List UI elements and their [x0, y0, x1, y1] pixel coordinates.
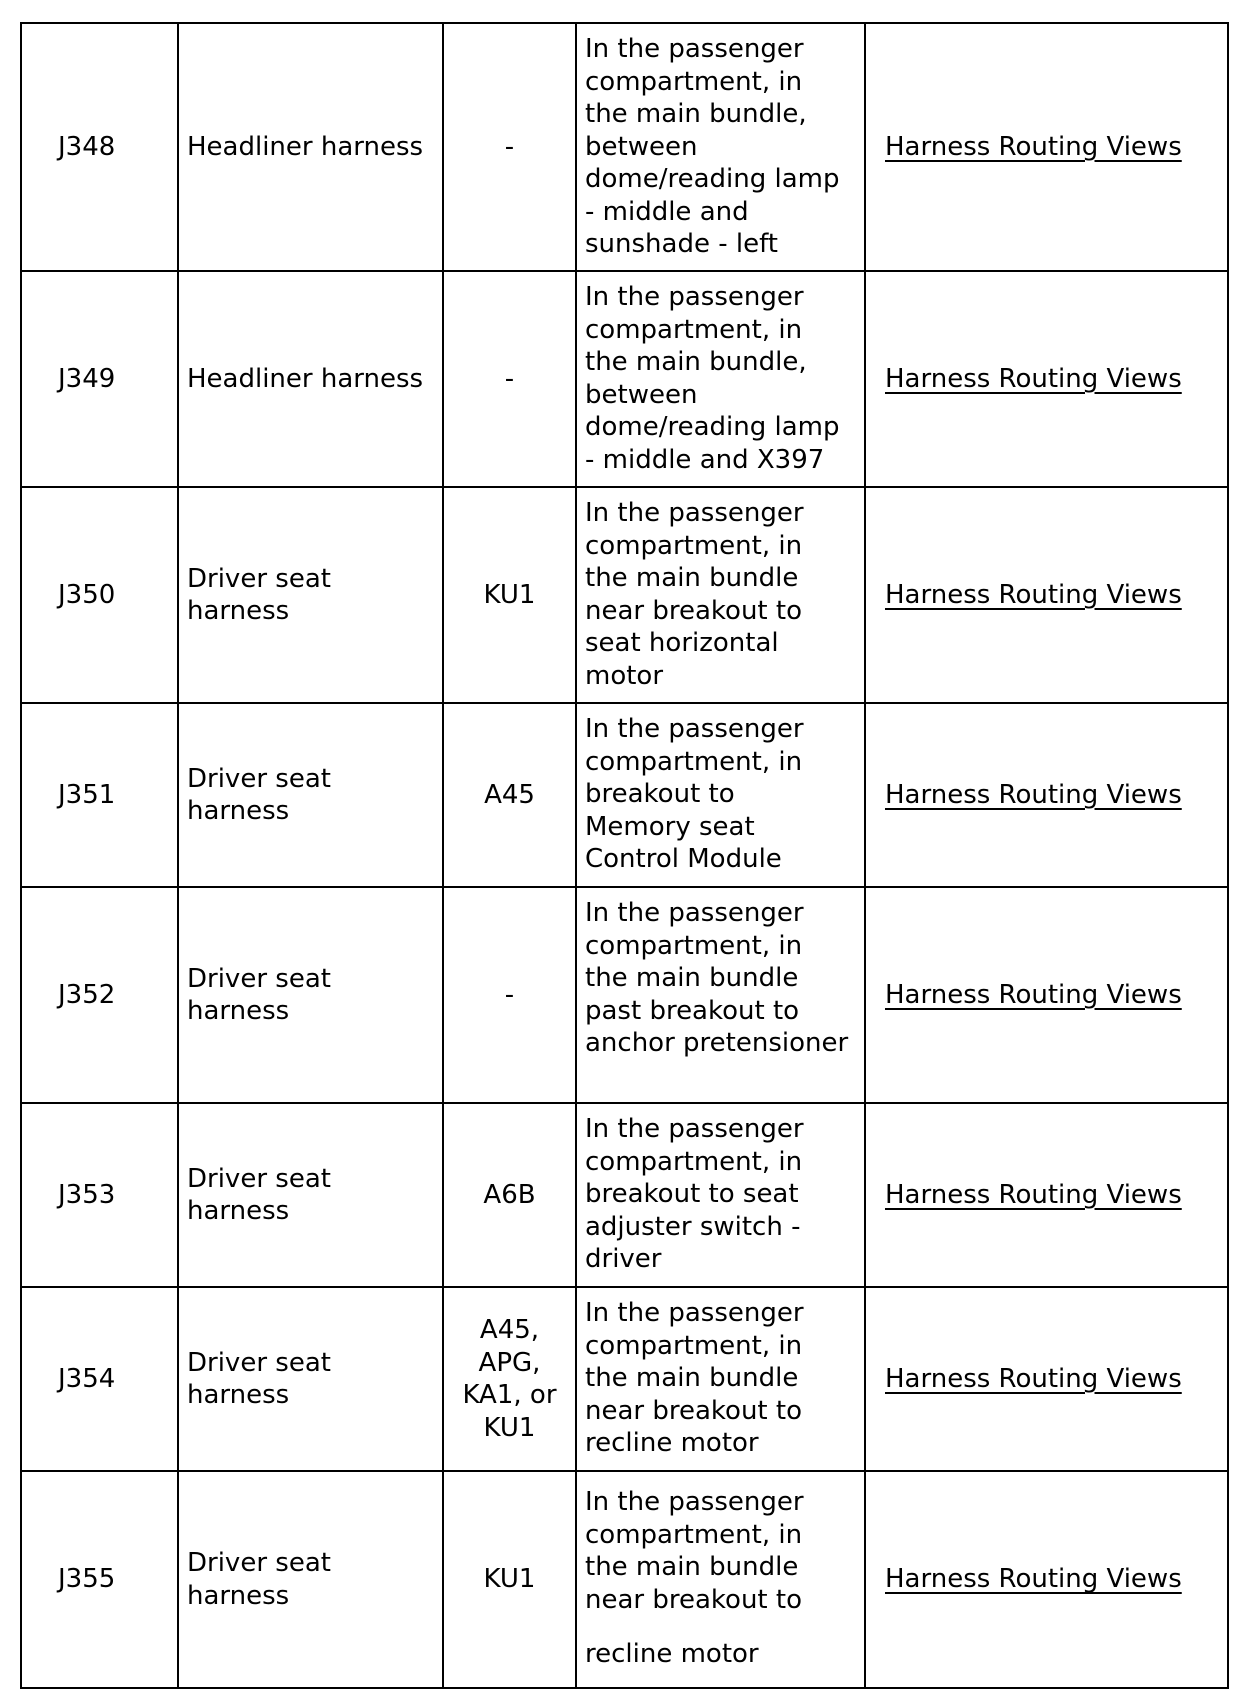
link-cell — [865, 703, 1228, 887]
link-cell — [865, 887, 1228, 1103]
options-cell: A6B — [443, 1103, 576, 1287]
harness-cell: Driver seat harness — [178, 703, 443, 887]
harness-routing-views-link[interactable]: Harness Routing Views — [885, 579, 1182, 610]
splice-id: J350 — [21, 487, 178, 703]
harness-cell: Driver seat harness — [178, 887, 443, 1103]
table-row — [21, 1103, 1228, 1287]
link-cell — [865, 1471, 1228, 1688]
options-cell: - — [443, 887, 576, 1103]
options-cell: - — [443, 23, 576, 271]
location-cell: In the passenger compartment, in the main bundle near breakout to recline motor — [576, 1471, 865, 1688]
options-cell: A45 — [443, 703, 576, 887]
harness-routing-views-link[interactable]: Harness Routing Views — [885, 131, 1182, 162]
location-cell: In the passenger compartment, in the main bundle past breakout to anchor pretensioner — [576, 887, 865, 1103]
harness-cell: Driver seat harness — [178, 1471, 443, 1688]
link-cell — [865, 1103, 1228, 1287]
splice-id: J352 — [21, 887, 178, 1103]
harness-routing-views-link[interactable]: Harness Routing Views — [885, 1179, 1182, 1210]
splice-pack-table — [20, 22, 1229, 1689]
link-cell — [865, 271, 1228, 487]
harness-routing-views-link[interactable]: Harness Routing Views — [885, 979, 1182, 1010]
harness-routing-views-link[interactable]: Harness Routing Views — [885, 779, 1182, 810]
splice-id: J348 — [21, 23, 178, 271]
table-row — [21, 271, 1228, 487]
location-cell: In the passenger compartment, in breakout to seat adjuster switch - driver — [576, 1103, 865, 1287]
harness-cell: Driver seat harness — [178, 1103, 443, 1287]
harness-cell: Driver seat harness — [178, 1287, 443, 1471]
line-gap — [585, 1616, 856, 1638]
table-row — [21, 1471, 1228, 1688]
table-row — [21, 487, 1228, 703]
table-row — [21, 1287, 1228, 1471]
location-cell: In the passenger compartment, in the main bundle, between dome/reading lamp - middle and sunshade - left — [576, 23, 865, 271]
location-cell: In the passenger compartment, in breakout to Memory seat Control Module — [576, 703, 865, 887]
splice-id: J353 — [21, 1103, 178, 1287]
link-cell — [865, 1287, 1228, 1471]
harness-routing-views-link[interactable]: Harness Routing Views — [885, 363, 1182, 394]
harness-routing-views-link[interactable]: Harness Routing Views — [885, 1363, 1182, 1394]
table-body — [21, 23, 1228, 1688]
harness-cell: Headliner harness — [178, 23, 443, 271]
harness-cell: Driver seat harness — [178, 487, 443, 703]
link-cell — [865, 487, 1228, 703]
harness-cell: Headliner harness — [178, 271, 443, 487]
options-cell: KU1 — [443, 1471, 576, 1688]
table-row — [21, 23, 1228, 271]
splice-id: J354 — [21, 1287, 178, 1471]
link-cell — [865, 23, 1228, 271]
options-cell: - — [443, 271, 576, 487]
options-cell: KU1 — [443, 487, 576, 703]
harness-routing-views-link[interactable]: Harness Routing Views — [885, 1564, 1182, 1595]
location-cell: In the passenger compartment, in the main bundle near breakout to recline motor — [576, 1287, 865, 1471]
options-cell: A45, APG, KA1, or KU1 — [443, 1287, 576, 1471]
splice-id: J349 — [21, 271, 178, 487]
splice-id: J351 — [21, 703, 178, 887]
splice-id: J355 — [21, 1471, 178, 1688]
table-row — [21, 703, 1228, 887]
location-cell: In the passenger compartment, in the main bundle near breakout to seat horizontal motor — [576, 487, 865, 703]
location-cell: In the passenger compartment, in the main bundle, between dome/reading lamp - middle and X397 — [576, 271, 865, 487]
table-row — [21, 887, 1228, 1103]
